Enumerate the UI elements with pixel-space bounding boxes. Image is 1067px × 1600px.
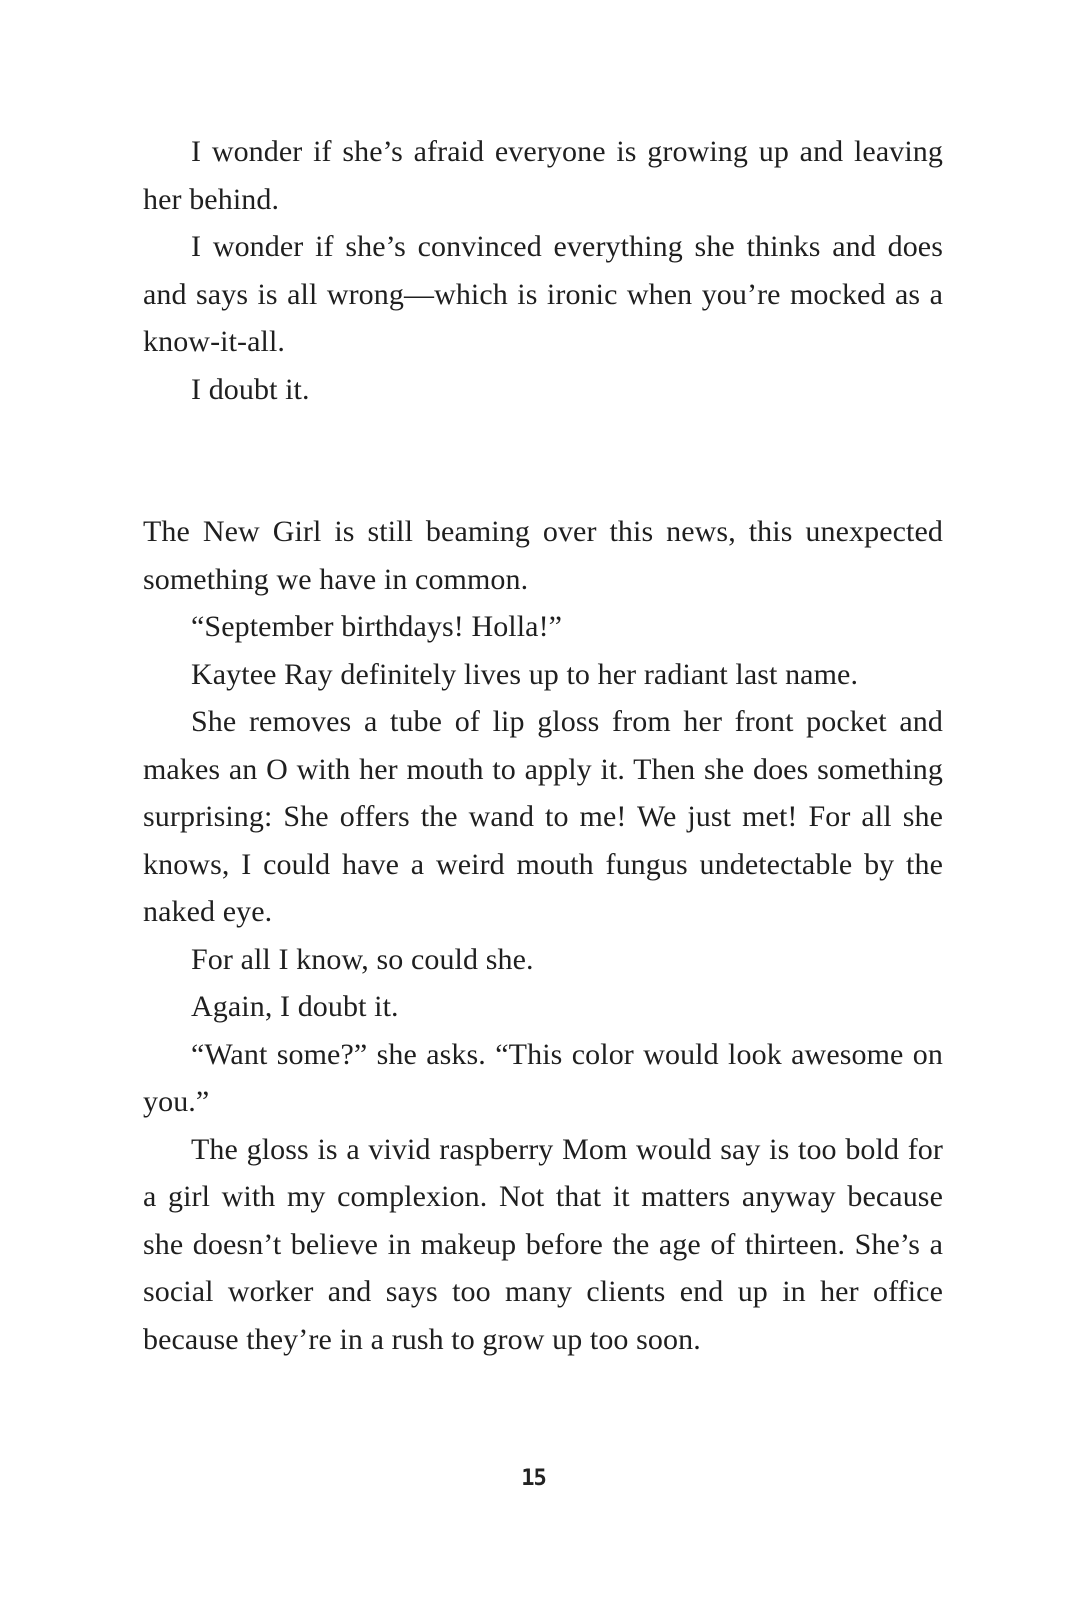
text-section-1 xyxy=(143,128,943,413)
paragraph: Kaytee Ray definitely lives up to her radiant last name. xyxy=(191,657,859,691)
paragraph: I wonder if she’s convinced everything she thinks and does and says is all wrong—which is ironic when you’re mocked as a know-it-all. xyxy=(143,230,943,358)
paragraph: I doubt it. xyxy=(191,372,310,406)
text-section-2 xyxy=(143,508,943,1363)
paragraph: The New Girl is still beaming over this news, this unexpected something we have in common. xyxy=(143,515,943,596)
paragraph: I wonder if she’s afraid everyone is growing up and leaving her behind. xyxy=(143,135,943,216)
paragraph: She removes a tube of lip gloss from her front pocket and makes an O with her mouth to apply it. Then she does something surprising: She offers the wand to me! We just met! For all she knows, I could have a weird mouth fungus undetectable by the naked eye. xyxy=(143,705,943,928)
page-number: 15 xyxy=(521,1466,546,1491)
paragraph: “Want some?” she asks. “This color would look awesome on you.” xyxy=(143,1037,943,1118)
paragraph: “September birthdays! Holla!” xyxy=(191,610,563,643)
paragraph: Again, I doubt it. xyxy=(191,990,399,1023)
paragraph: For all I know, so could she. xyxy=(191,942,534,976)
paragraph: The gloss is a vivid raspberry Mom would say is too bold for a girl with my complexion. Not that it matters anyway because she doesn’t believe in makeup before the age of thirteen. She’s a social worker and says too many clients end up in her office because they’re in a rush to grow up too soon. xyxy=(143,1132,943,1356)
